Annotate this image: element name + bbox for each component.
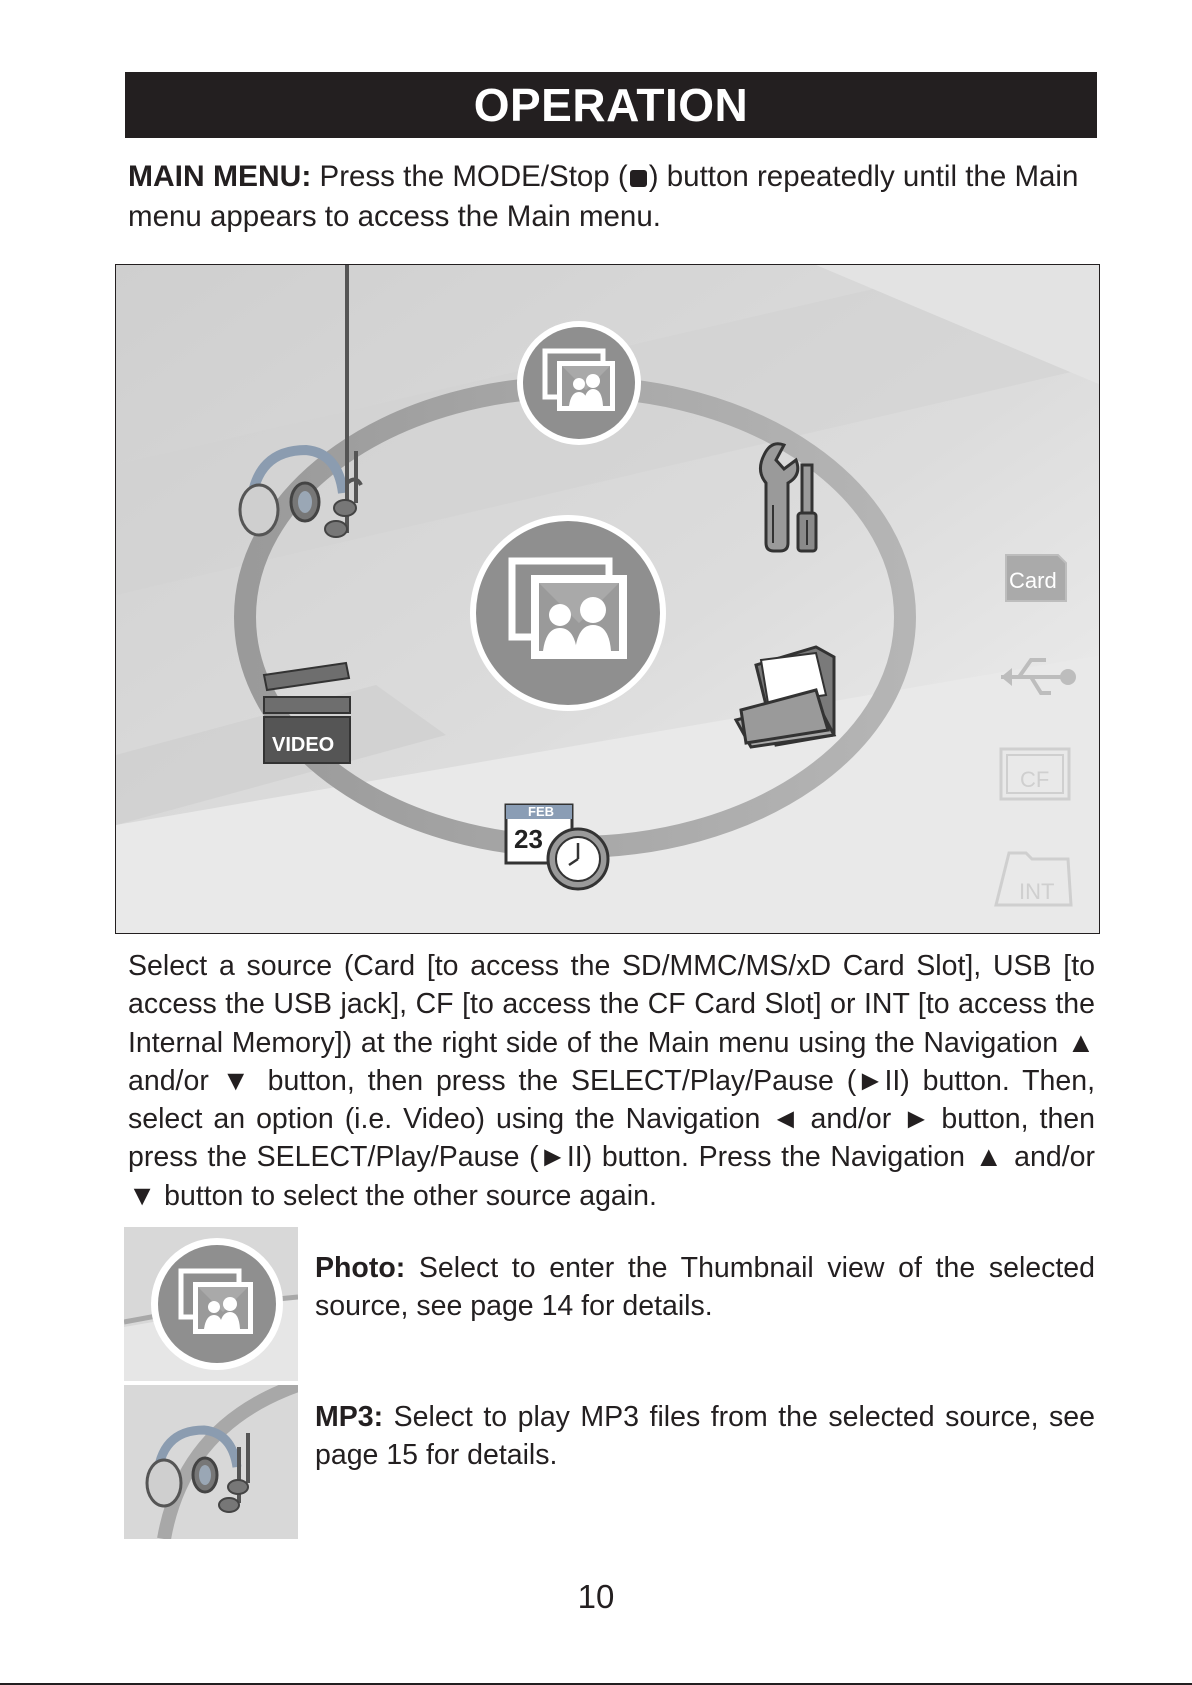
intro-text-after: ) button repeatedly until the Main menu appears to access the Main menu. bbox=[128, 160, 1079, 233]
photo-thumbnail bbox=[124, 1227, 298, 1381]
selected-photo-icon bbox=[470, 515, 666, 711]
photo-description bbox=[315, 1249, 1095, 1326]
card-icon[interactable] bbox=[1006, 555, 1066, 601]
photo-label: Photo: bbox=[315, 1252, 406, 1284]
main-menu-screen bbox=[115, 264, 1100, 934]
cf-source-label: CF bbox=[1020, 767, 1050, 792]
section-header bbox=[125, 72, 1097, 138]
intro-text-before: Press the MODE/Stop ( bbox=[319, 160, 628, 193]
photo-icon[interactable] bbox=[517, 321, 641, 445]
mp3-description bbox=[315, 1398, 1095, 1475]
photo-text: Select to enter the Thumbnail view of the selected source, see page 14 for details. bbox=[315, 1252, 1095, 1323]
card-source-label: Card bbox=[1009, 568, 1057, 593]
calendar-month: FEB bbox=[528, 804, 554, 819]
mp3-label: MP3: bbox=[315, 1401, 384, 1433]
mp3-thumbnail bbox=[124, 1385, 298, 1539]
stop-square-icon bbox=[630, 170, 647, 187]
video-label: VIDEO bbox=[272, 734, 335, 756]
page-number: 10 bbox=[577, 1578, 615, 1615]
mp3-text: Select to play MP3 files from the selected source, see page 15 for details. bbox=[315, 1401, 1095, 1472]
instructions-paragraph: Select a source (Card [to access the SD/MMC/MS/xD Card Slot], USB [to access the USB jack], CF [to access the CF Card Slot] or INT [to access the Internal Memory]) at the right side of the Main menu using the Navigation ▲ and/or ▼ button, then press the SELECT/Play/Pause (►II) button. Then, select an option (i.e. Video) using the Navigation ◄ and/or ► button, then press the SELECT/Play/Pause (►II) button. Press the Navigation ▲ and/or ▼ button to select the other source again. bbox=[128, 950, 1095, 1212]
video-clapper-icon[interactable] bbox=[264, 663, 350, 763]
main-menu-heading: MAIN MENU: bbox=[128, 160, 312, 193]
section-title: OPERATION bbox=[473, 79, 749, 131]
int-source-label: INT bbox=[1019, 879, 1055, 904]
calendar-day: 23 bbox=[514, 824, 543, 854]
main-menu-intro bbox=[128, 157, 1096, 237]
